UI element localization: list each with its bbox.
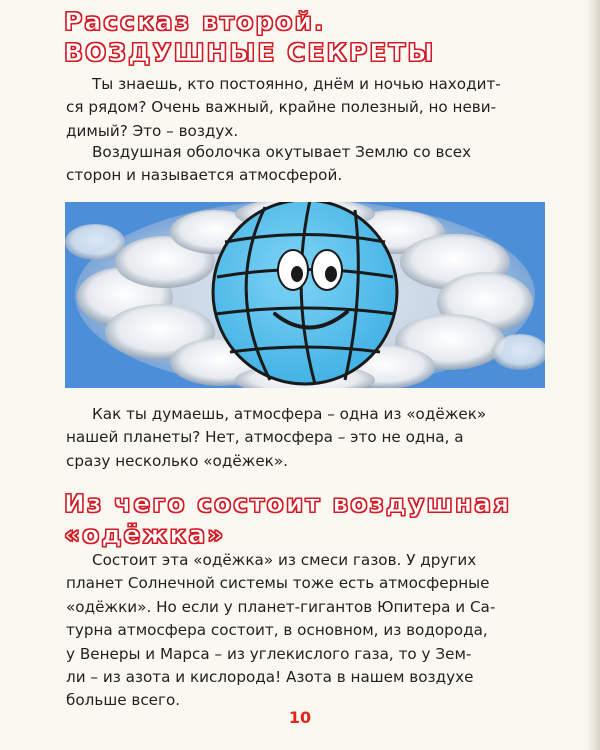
text-line: Состоит эта «одёжка» из смеси газов. У других bbox=[92, 551, 477, 569]
text-line: Как ты думаешь, атмосфера – одна из «одёжек» bbox=[92, 405, 487, 423]
text-line: у Венеры и Марса – из углекислого газа, то у Зем- bbox=[66, 644, 472, 663]
page-edge bbox=[586, 0, 600, 750]
text-line: Воздушная оболочка окутывает Землю со всех bbox=[92, 143, 472, 161]
globe-illustration bbox=[65, 202, 545, 388]
text-line: ли – из азота и кислорода! Азота в нашем воздухе bbox=[66, 668, 474, 687]
paragraph-atmosphere bbox=[66, 141, 544, 188]
text-line: нашей планеты? Нет, атмосфера – это не одна, а bbox=[66, 428, 464, 447]
globe-character bbox=[213, 202, 397, 384]
paragraph-intro bbox=[66, 73, 544, 143]
text-line: сразу несколько «одёжек». bbox=[66, 451, 288, 470]
text-line: планет Солнечной системы тоже есть атмосферные bbox=[66, 574, 490, 593]
text-line: сторон и называется атмосферой. bbox=[66, 166, 343, 185]
paragraph-composition bbox=[66, 549, 544, 713]
page-number: 10 bbox=[288, 708, 312, 727]
text-line: турна атмосфера состоит, в основном, из водорода, bbox=[66, 621, 488, 640]
text-line: ся рядом? Очень важный, крайне полезный, но неви- bbox=[66, 98, 497, 117]
text-line: больше всего. bbox=[66, 691, 181, 710]
text-line: «одёжки». Но если у планет-гигантов Юпитера и Са- bbox=[66, 597, 496, 616]
story-title-line1: Рассказ второй. bbox=[64, 7, 326, 36]
section-title bbox=[64, 488, 511, 550]
story-title bbox=[64, 6, 435, 68]
paragraph-question bbox=[66, 403, 544, 473]
section-title-line2: «одёжка» bbox=[64, 520, 226, 549]
globe-in-clouds-image bbox=[65, 202, 545, 388]
text-line: димый? Это – воздух. bbox=[66, 121, 239, 140]
story-title-line2: ВОЗДУШНЫЕ СЕКРЕТЫ bbox=[64, 38, 436, 67]
text-line: Ты знаешь, кто постоянно, днём и ночью находит- bbox=[92, 75, 501, 93]
section-title-line1: Из чего состоит воздушная bbox=[64, 489, 512, 518]
